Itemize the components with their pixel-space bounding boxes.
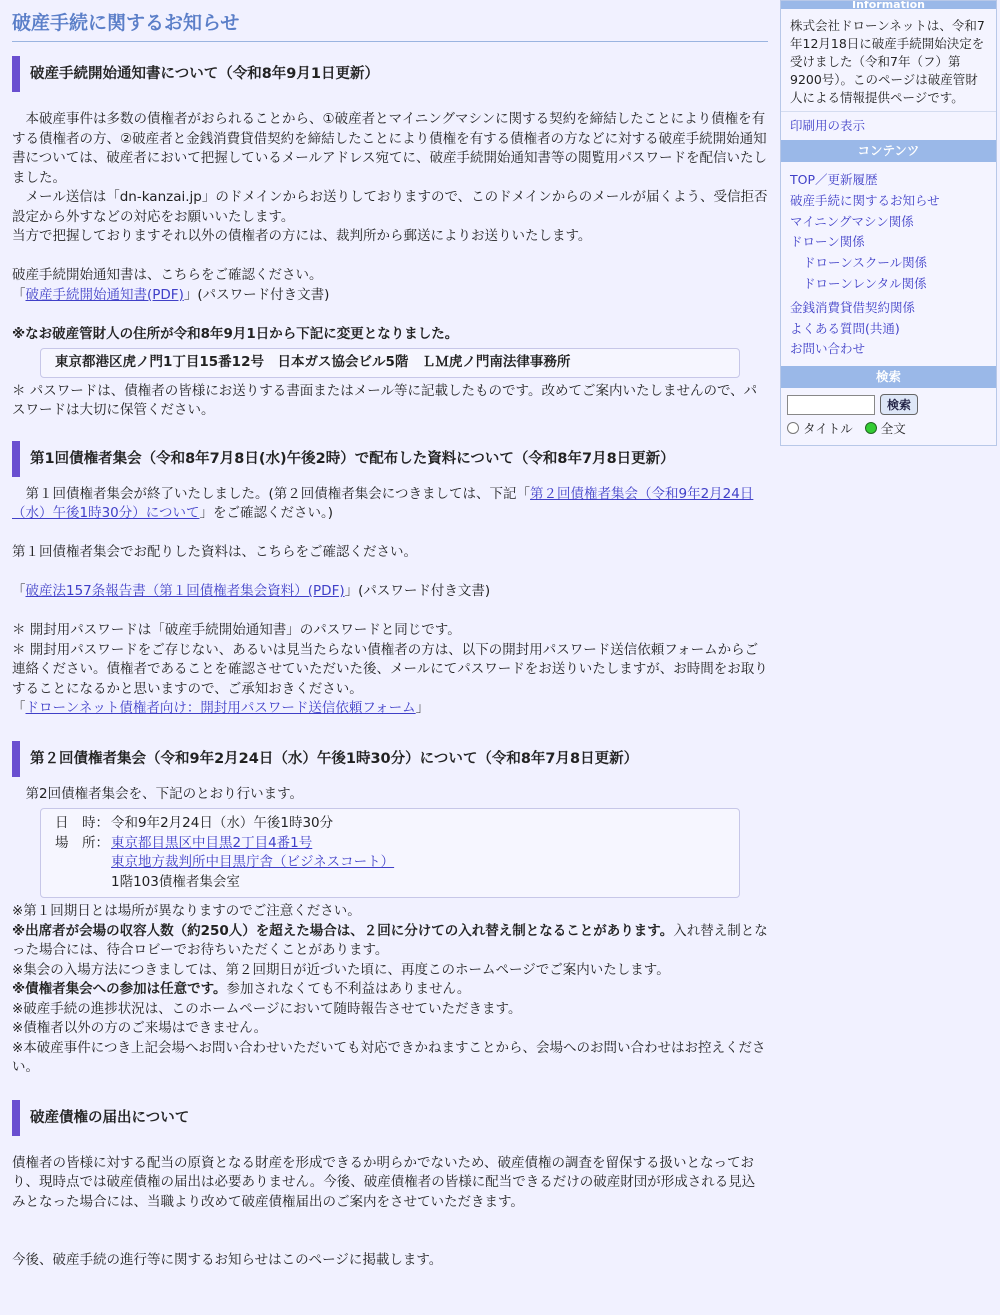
place-values <box>111 834 394 893</box>
main-content <box>12 0 768 1271</box>
second-meeting-link[interactable]: 第２回債権者集会（令和9年2月24日（水）午後1時30分）について <box>12 485 754 521</box>
note <box>12 922 768 961</box>
bracket-open: 「 <box>12 286 26 303</box>
nav-loan-contracts[interactable]: 金銭消費貸借契約関係 <box>790 299 916 315</box>
radio-title-label: タイトル <box>803 421 853 437</box>
print-line <box>781 111 996 140</box>
venue-room: 1階103債権者集会室 <box>111 873 240 890</box>
contents-nav <box>781 162 996 366</box>
place-label: 場 所： <box>55 834 109 851</box>
note: ※第１回期日とは場所が異なりますのでご注意ください。 <box>12 903 361 919</box>
schedule-date-row <box>55 814 725 834</box>
search-panel <box>781 388 996 445</box>
radio-title[interactable] <box>787 422 799 434</box>
pdf-line <box>12 286 768 306</box>
nav-drones[interactable]: ドローン関係 <box>790 234 865 250</box>
nav-faq[interactable]: よくある質問(共通) <box>790 320 900 336</box>
note <box>12 980 768 1000</box>
date-value: 令和9年2月24日（水）午後1時30分 <box>111 815 334 831</box>
password-request-form-link[interactable]: ドローンネット債権者向け：開封用パスワード送信依頼フォーム <box>25 700 416 716</box>
text: 参加されなくても不利益はありません。 <box>226 981 471 997</box>
page-title: 破産手続に関するお知らせ <box>12 8 768 42</box>
paragraph: 第2回債権者集会を、下記のとおり行います。 <box>25 785 304 802</box>
search-heading: 検索 <box>781 366 996 388</box>
note: ※本破産事件につき上記会場へお問い合わせいただいても対応できかねますことから、会場へのお問い合わせはお控えください。 <box>12 1039 766 1075</box>
section-heading-notice: 破産手続開始通知書について（令和8年9月1日更新） <box>12 56 768 92</box>
search-input[interactable] <box>787 395 875 415</box>
bold-note: ※出席者が会場の収容人数（約250人）を超えた場合は、２回に分けての入れ替え制となることがあります。 <box>12 922 674 939</box>
trustee-address: 東京都港区虎ノ門1丁目15番12号 日本ガス協会ビル5階 ＬＭ虎ノ門南法律事務所 <box>55 354 571 370</box>
venue-name-link[interactable]: 東京地方裁判所中目黒庁舎（ビジネスコート） <box>111 854 395 870</box>
notice-pdf-link[interactable]: 破産手続開始通知書(PDF) <box>25 286 184 303</box>
print-view-link[interactable]: 印刷用の表示 <box>790 118 866 133</box>
address-box <box>40 348 740 378</box>
search-button[interactable]: 検索 <box>880 394 918 415</box>
text: 」をご確認ください。) <box>199 505 334 521</box>
radio-fulltext[interactable] <box>865 422 877 434</box>
note: ※集会の入場方法につきましては、第２回期日が近づいた頃に、再度このホームページでご案内いたします。 <box>12 961 670 978</box>
bracket-open: 「 <box>12 583 26 599</box>
schedule-place-row <box>55 834 725 893</box>
pdf-suffix: 」(パスワード付き文書) <box>183 286 330 303</box>
schedule-box <box>40 808 740 898</box>
paragraph: 債権者の皆様に対する配当の原資となる財産を形成できるか明らかでないため、破産債権の調査を留保する扱いとなっており、現時点では破産債権の届出は必要ありません。今後、破産債権者の皆様に配当できるだけの破産財団が形成される見込みとなった場合には、当職より改めて破産債権届出のご案内をさせていただきます。 <box>12 1154 756 1210</box>
text: 第１回債権者集会が終了いたしました。(第２回債権者集会につきましては、下記「 <box>25 485 530 502</box>
address-change-notice: ※なお破産管財人の住所が令和8年9月1日から下記に変更となりました。 <box>12 325 459 342</box>
bold-note: ※債権者集会への参加は任意です。 <box>12 981 227 997</box>
nav-contact[interactable]: お問い合わせ <box>790 341 866 357</box>
venue-address-link[interactable]: 東京都目黒区中目黒2丁目4番1号 <box>111 834 313 851</box>
contents-heading: コンテンツ <box>781 140 996 162</box>
paragraph: メール送信は「dn-kanzai.jp」のドメインからお送りしておりますので、このドメインからのメールが届くよう、受信拒否設定から外すなどの対応をお願いいたします。 <box>12 189 768 225</box>
nav-bankruptcy-notices[interactable]: 破産手続に関するお知らせ <box>790 192 940 208</box>
section-heading-claims: 破産債権の届出について <box>12 1100 768 1136</box>
sidebar <box>780 0 997 446</box>
pdf-suffix: 」(パスワード付き文書) <box>344 583 491 599</box>
password-note: ＊ パスワードは、債権者の皆様にお送りする書面またはメール等に記載したものです。改めてご案内いたしませんので、パスワードは大切に保管ください。 <box>12 382 758 418</box>
paragraph: 破産手続開始通知書は、こちらをご確認ください。 <box>12 267 323 283</box>
nav-mining-machines[interactable]: マイニングマシン関係 <box>790 213 914 229</box>
nav-drone-rental[interactable]: ドローンレンタル関係 <box>803 275 927 291</box>
report-line <box>12 582 768 602</box>
nav-drone-school[interactable]: ドローンスクール関係 <box>803 255 928 271</box>
date-label: 日 時： <box>55 815 109 831</box>
note: ＊ 開封用パスワードは「破産手続開始通知書」のパスワードと同じです。 <box>12 622 461 638</box>
report-pdf-link[interactable]: 破産法157条報告書（第１回債権者集会資料）(PDF) <box>25 583 345 599</box>
paragraph <box>12 485 768 524</box>
bracket-close: 」 <box>415 700 430 716</box>
radio-fulltext-label: 全文 <box>880 421 906 437</box>
paragraph: 第１回債権者集会でお配りした資料は、こちらをご確認ください。 <box>12 544 417 560</box>
paragraph: 当方で把握しておりますそれ以外の債権者の方には、裁判所から郵送によりお送りいたします。 <box>12 228 592 244</box>
note: ＊ 開封用パスワードをご存じない、あるいは見当たらない債権者の方は、以下の開封用パスワード送信依頼フォームからご連絡ください。債権者であることを確認させていただいた後、メールにてパスワードをお送りいたしますが、お時間をお取りすることになるかと思いますので、ご承知おきください。 <box>12 641 768 697</box>
text: 入れ替え制となった場合には、待合ロビーでお待ちいただくことがあります。 <box>12 922 768 958</box>
form-line <box>12 699 768 719</box>
info-heading: Information <box>781 1 996 9</box>
closing-text: 今後、破産手続の進行等に関するお知らせはこのページに掲載します。 <box>12 1252 443 1268</box>
section-heading-second-meeting: 第２回債権者集会（令和9年2月24日（水）午後1時30分）について（令和8年7月8日更新） <box>12 741 768 777</box>
nav-top[interactable]: TOP／更新履歴 <box>790 172 878 187</box>
note: ※債権者以外の方のご来場はできません。 <box>12 1020 268 1036</box>
paragraph: 本破産事件は多数の債権者がおられることから、①破産者とマイニングマシンに関する契約を締結したことにより債権を有する債権者の方、②破産者と金銭消費貸借契約を締結したことにより債権を有する債権者の方などに対する破産手続開始通知書については、破産者において把握しているメールアドレス宛てに、破産手続開始通知書等の閲覧用パスワードを配信いたしました。 <box>12 111 768 186</box>
info-text: 株式会社ドローンネットは、令和7年12月18日に破産手続開始決定を受けました（令和7年（フ）第9200号）。このページは破産管財人による情報提供ページです。 <box>790 18 985 105</box>
note: ※破産手続の進捗状況は、このホームページにおいて随時報告させていただきます。 <box>12 1000 522 1017</box>
section-heading-first-meeting: 第1回債権者集会（令和8年7月8日(水)午後2時）で配布した資料について（令和8年7月8日更新） <box>12 441 768 477</box>
bracket-open: 「 <box>12 700 26 716</box>
